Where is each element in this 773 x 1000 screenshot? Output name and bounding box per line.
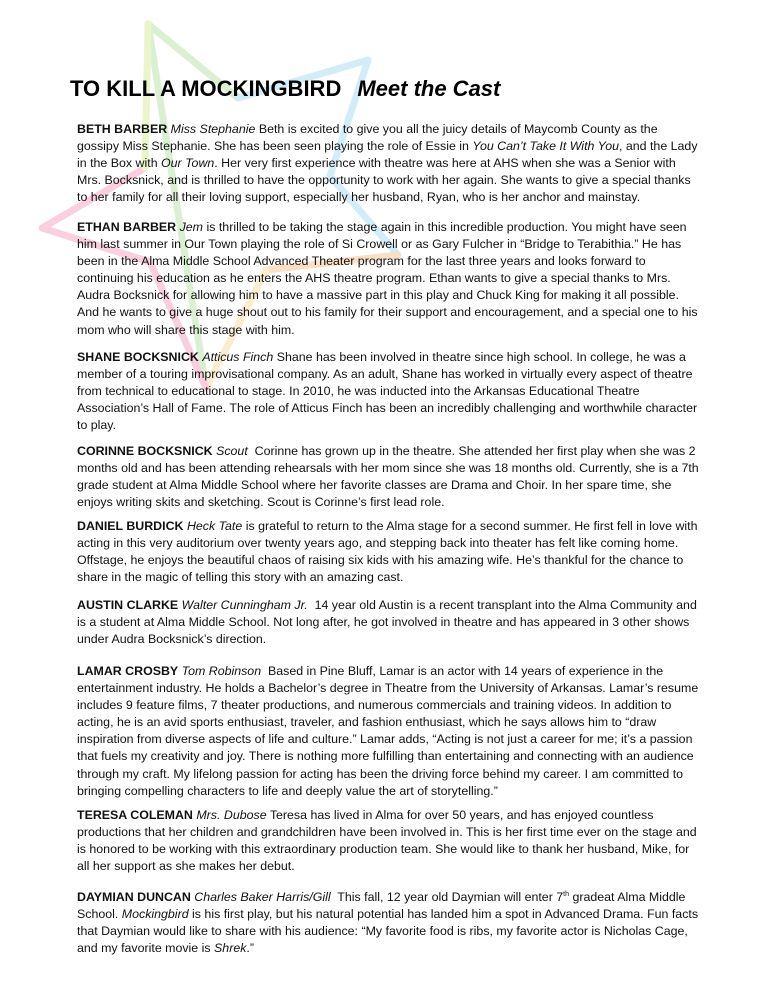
cast-entry-daymian-duncan [77,889,701,957]
cast-entry-ethan-barber [77,219,701,339]
cast-name: TERESA COLEMAN [77,808,193,822]
cast-bio: Based in Pine Bluff, Lamar is an actor with 14 years of experience in the entertainment industry. He holds a Bachelor’s degree in Theatre from the University of Arkansas. Lamar’s resume includes 9 feature films, 7 theater productions, and numerous commercials and training videos. In addition to acting, he is an avid sports enthusiast, traveler, and fashion enthusiast, which he says allows him to “draw inspiration from diverse aspects of life and culture.” Lamar adds, “Acting is not just a career for me; it’s a passion that fuels my creativity and joy. There is nothing more fulfilling than entertaining and connecting with an audience through my craft. My lifelong passion for acting has been the driving force behind my career. I am committed to bringing compelling characters to life and deeply value the art of storytelling.” [77,664,699,798]
cast-name: LAMAR CROSBY [77,664,179,678]
cast-entry-corinne-bocksnick [77,443,701,511]
cast-name: CORINNE BOCKSNICK [77,444,213,458]
cast-bio: Teresa has lived in Alma for over 50 years, and has enjoyed countless productions that her children and grandchildren have been involved in. This is her first time ever on the stage and is honored to be working with this extraordinary production team. She would like to thank her husband, Mike, for all her support as she makes her debut. [77,808,697,874]
cast-role: Charles Baker Harris/Gill [194,890,331,904]
page-subtitle: Meet the Cast [357,76,501,101]
show-name: Our Town [161,156,215,171]
cast-bio: . Her very first experience with theatre was here at AHS when she was a Senior with Mrs. Bocksnick, and is thrilled to have the opportunity to work with her again. She wants to give a special thanks to her family for all their loving support, especially her husband, Ryan, who is her anchor and mainstay. [77,156,691,205]
cast-role: Walter Cunningham Jr. [181,598,308,612]
cast-role: Tom Robinson [181,664,262,678]
cast-name: ETHAN BARBER [77,220,177,234]
cast-name: BETH BARBER [77,122,168,136]
cast-bio: is his first play, but his natural potential has landed him a spot in Advanced Drama. Fun facts that Daymian would like to share with his audience: “My favorite food is ribs, my favorite actor is Nicholas Cage, and my favorite movie is [77,907,699,956]
cast-entry-lamar-crosby [77,663,701,800]
cast-bio: Corinne has grown up in the theatre. She attended her first play when she was 2 months old and has been attending rehearsals with her mom since she was 18 months old. Currently, she is a 7th grade student at Alma Middle School where her favorite classes are Drama and Choir. In her spare time, she enjoys writing skits and sketching. Scout is Corinne’s first lead role. [77,444,699,510]
cast-role: Jem [179,220,204,234]
cast-bio: , and the Lady in the Box with [77,139,698,171]
cast-role: Heck Tate [186,519,243,533]
cast-role: Atticus Finch [202,350,274,364]
cast-bio: is thrilled to be taking the stage again in this incredible production. You might have seen him last summer in Our Town playing the role of Si Crowell or as Gary Fulcher in “Bridge to Terabithia.” He has been in the Alma Middle School Advanced Theater program for the last three years and looks forward to continuing his education as he enters the AHS theatre program. Ethan wants to give a special thanks to Mrs. Audra Bocksnick for allowing him to have a massive part in this play and Chuck King for making it all possible. And he wants to give a huge shout out to his family for their support and encouragement, and a special one to his mom who will share this stage with him. [77,220,698,337]
cast-entry-daniel-burdick [77,518,701,586]
page-title [70,76,500,102]
cast-name: SHANE BOCKSNICK [77,350,199,364]
cast-role: Scout [216,444,248,458]
show-title: TO KILL A MOCKINGBIRD [70,76,342,101]
cast-name: DANIEL BURDICK [77,519,184,533]
cast-bio: This fall, 12 year old Daymian will enter 7 [337,890,564,904]
cast-entry-teresa-coleman [77,807,701,875]
cast-bio: Shane has been involved in theatre since high school. In college, he was a member of a touring improvisational company. As an adult, Shane has worked in virtually every aspect of theatre from technical to educational to stage. In 2010, he was inducted into the Arkansas Educational Theatre Association’s Hall of Fame. The role of Atticus Finch has been an incredibly challenging and worthwhile character to play. [77,350,698,433]
cast-bio: 14 year old Austin is a recent transplant into the Alma Community and is a student at Alma Middle School. Not long after, he got involved in theatre and has appeared in 3 other shows under Audra Bocksnick’s direction. [77,598,697,647]
cast-name: AUSTIN CLARKE [77,598,179,612]
ordinal-suffix: th [563,890,570,898]
cast-role: Miss Stephanie [170,122,256,136]
cast-entry-beth-barber [77,121,701,206]
show-name: Mockingbird [121,907,189,922]
cast-role: Mrs. Dubose [196,808,267,822]
cast-bio: Beth is excited to give you all the juicy details of Maycomb County as the gossipy Miss Stephanie. She has been seen playing the role of Essie in [77,122,658,154]
show-name: You Can’t Take It With You [472,139,619,154]
cast-name: DAYMIAN DUNCAN [77,890,191,904]
cast-bio: .” [246,941,254,956]
cast-bio: is grateful to return to the Alma stage for a second summer. He first fell in love with acting in this very auditorium over twenty years ago, and stepping back into theater has felt like coming home. Offstage, he enjoys the beautiful chaos of raising six kids with his amazing wife. He’s thankful for the chance to share in the magic of telling this story with an amazing cast. [77,519,698,585]
cast-entry-shane-bocksnick [77,349,701,434]
cast-bio: gradeat Alma Middle School. [77,890,686,922]
cast-entry-austin-clarke [77,597,701,648]
movie-name: Shrek [214,941,247,956]
